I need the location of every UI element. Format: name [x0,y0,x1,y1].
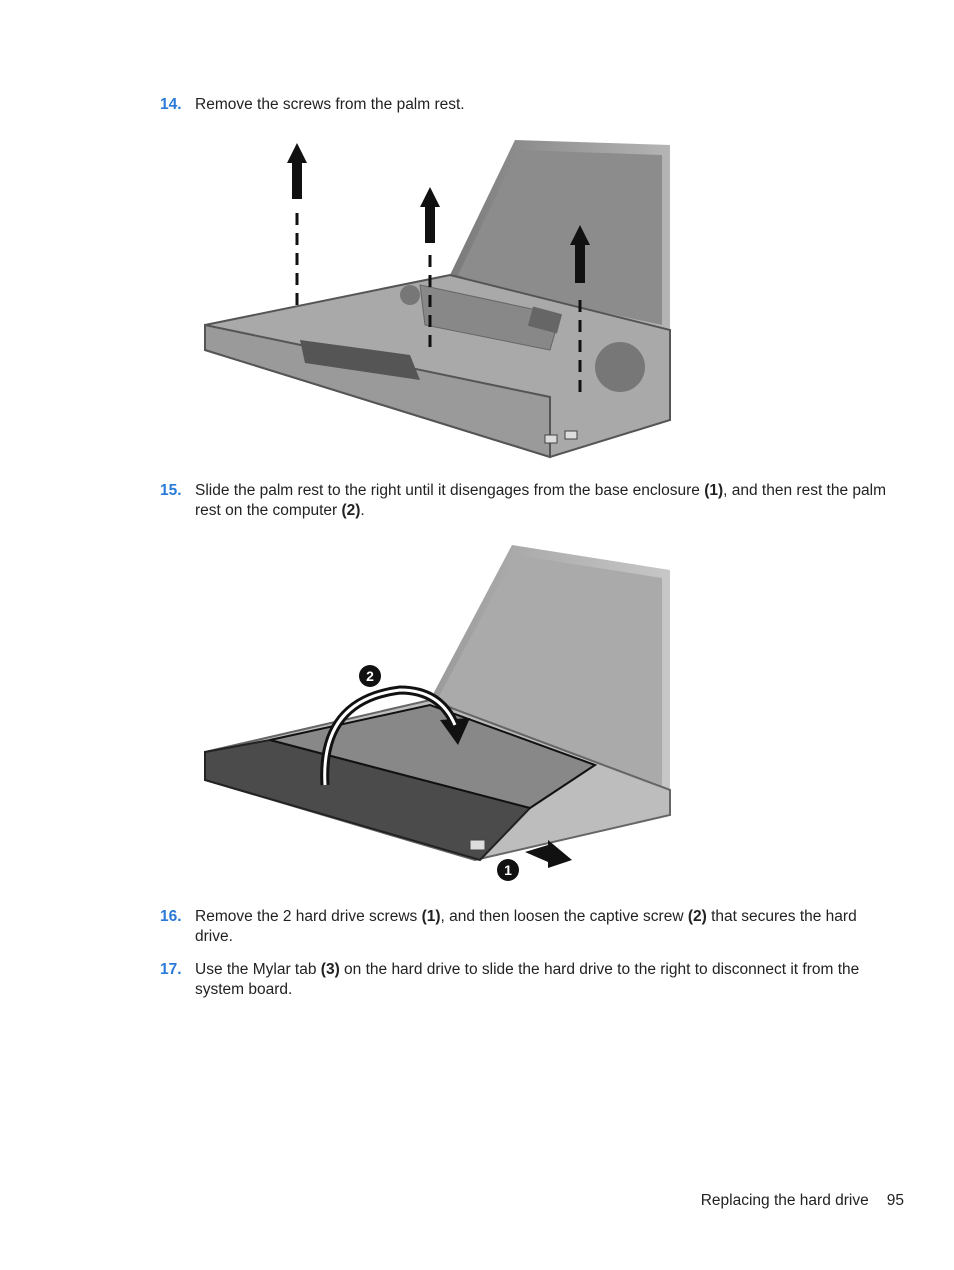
step-number: 16. [160,908,182,925]
palm-rest-slide-figure [200,540,675,885]
step-text: Remove the 2 hard drive screws (1), and then loosen the captive screw (2) that secures the hard drive. [195,908,857,945]
step-number: 17. [160,961,182,978]
page-footer [701,1192,904,1210]
arrow-up-icon [420,187,440,243]
step-15 [160,481,890,521]
svg-text:2: 2 [366,668,374,684]
step-text: Remove the screws from the palm rest. [195,96,465,113]
step-16 [160,907,890,947]
page-number: 95 [886,1192,904,1209]
step-number: 15. [160,482,182,499]
footer-section-title: Replacing the hard drive [700,1192,869,1209]
step-text: Use the Mylar tab (3) on the hard drive to slide the hard drive to the right to disconnect it from the system board. [195,961,860,998]
svg-text:1: 1 [504,862,512,878]
step-number: 14. [160,96,182,113]
step-17 [160,960,890,1000]
arrow-up-icon [287,143,307,199]
palm-rest-screws-figure [200,135,675,460]
step-14 [160,95,890,115]
step-text: Slide the palm rest to the right until it disengages from the base enclosure (1), and then rest the palm rest on the computer (2). [195,482,887,519]
